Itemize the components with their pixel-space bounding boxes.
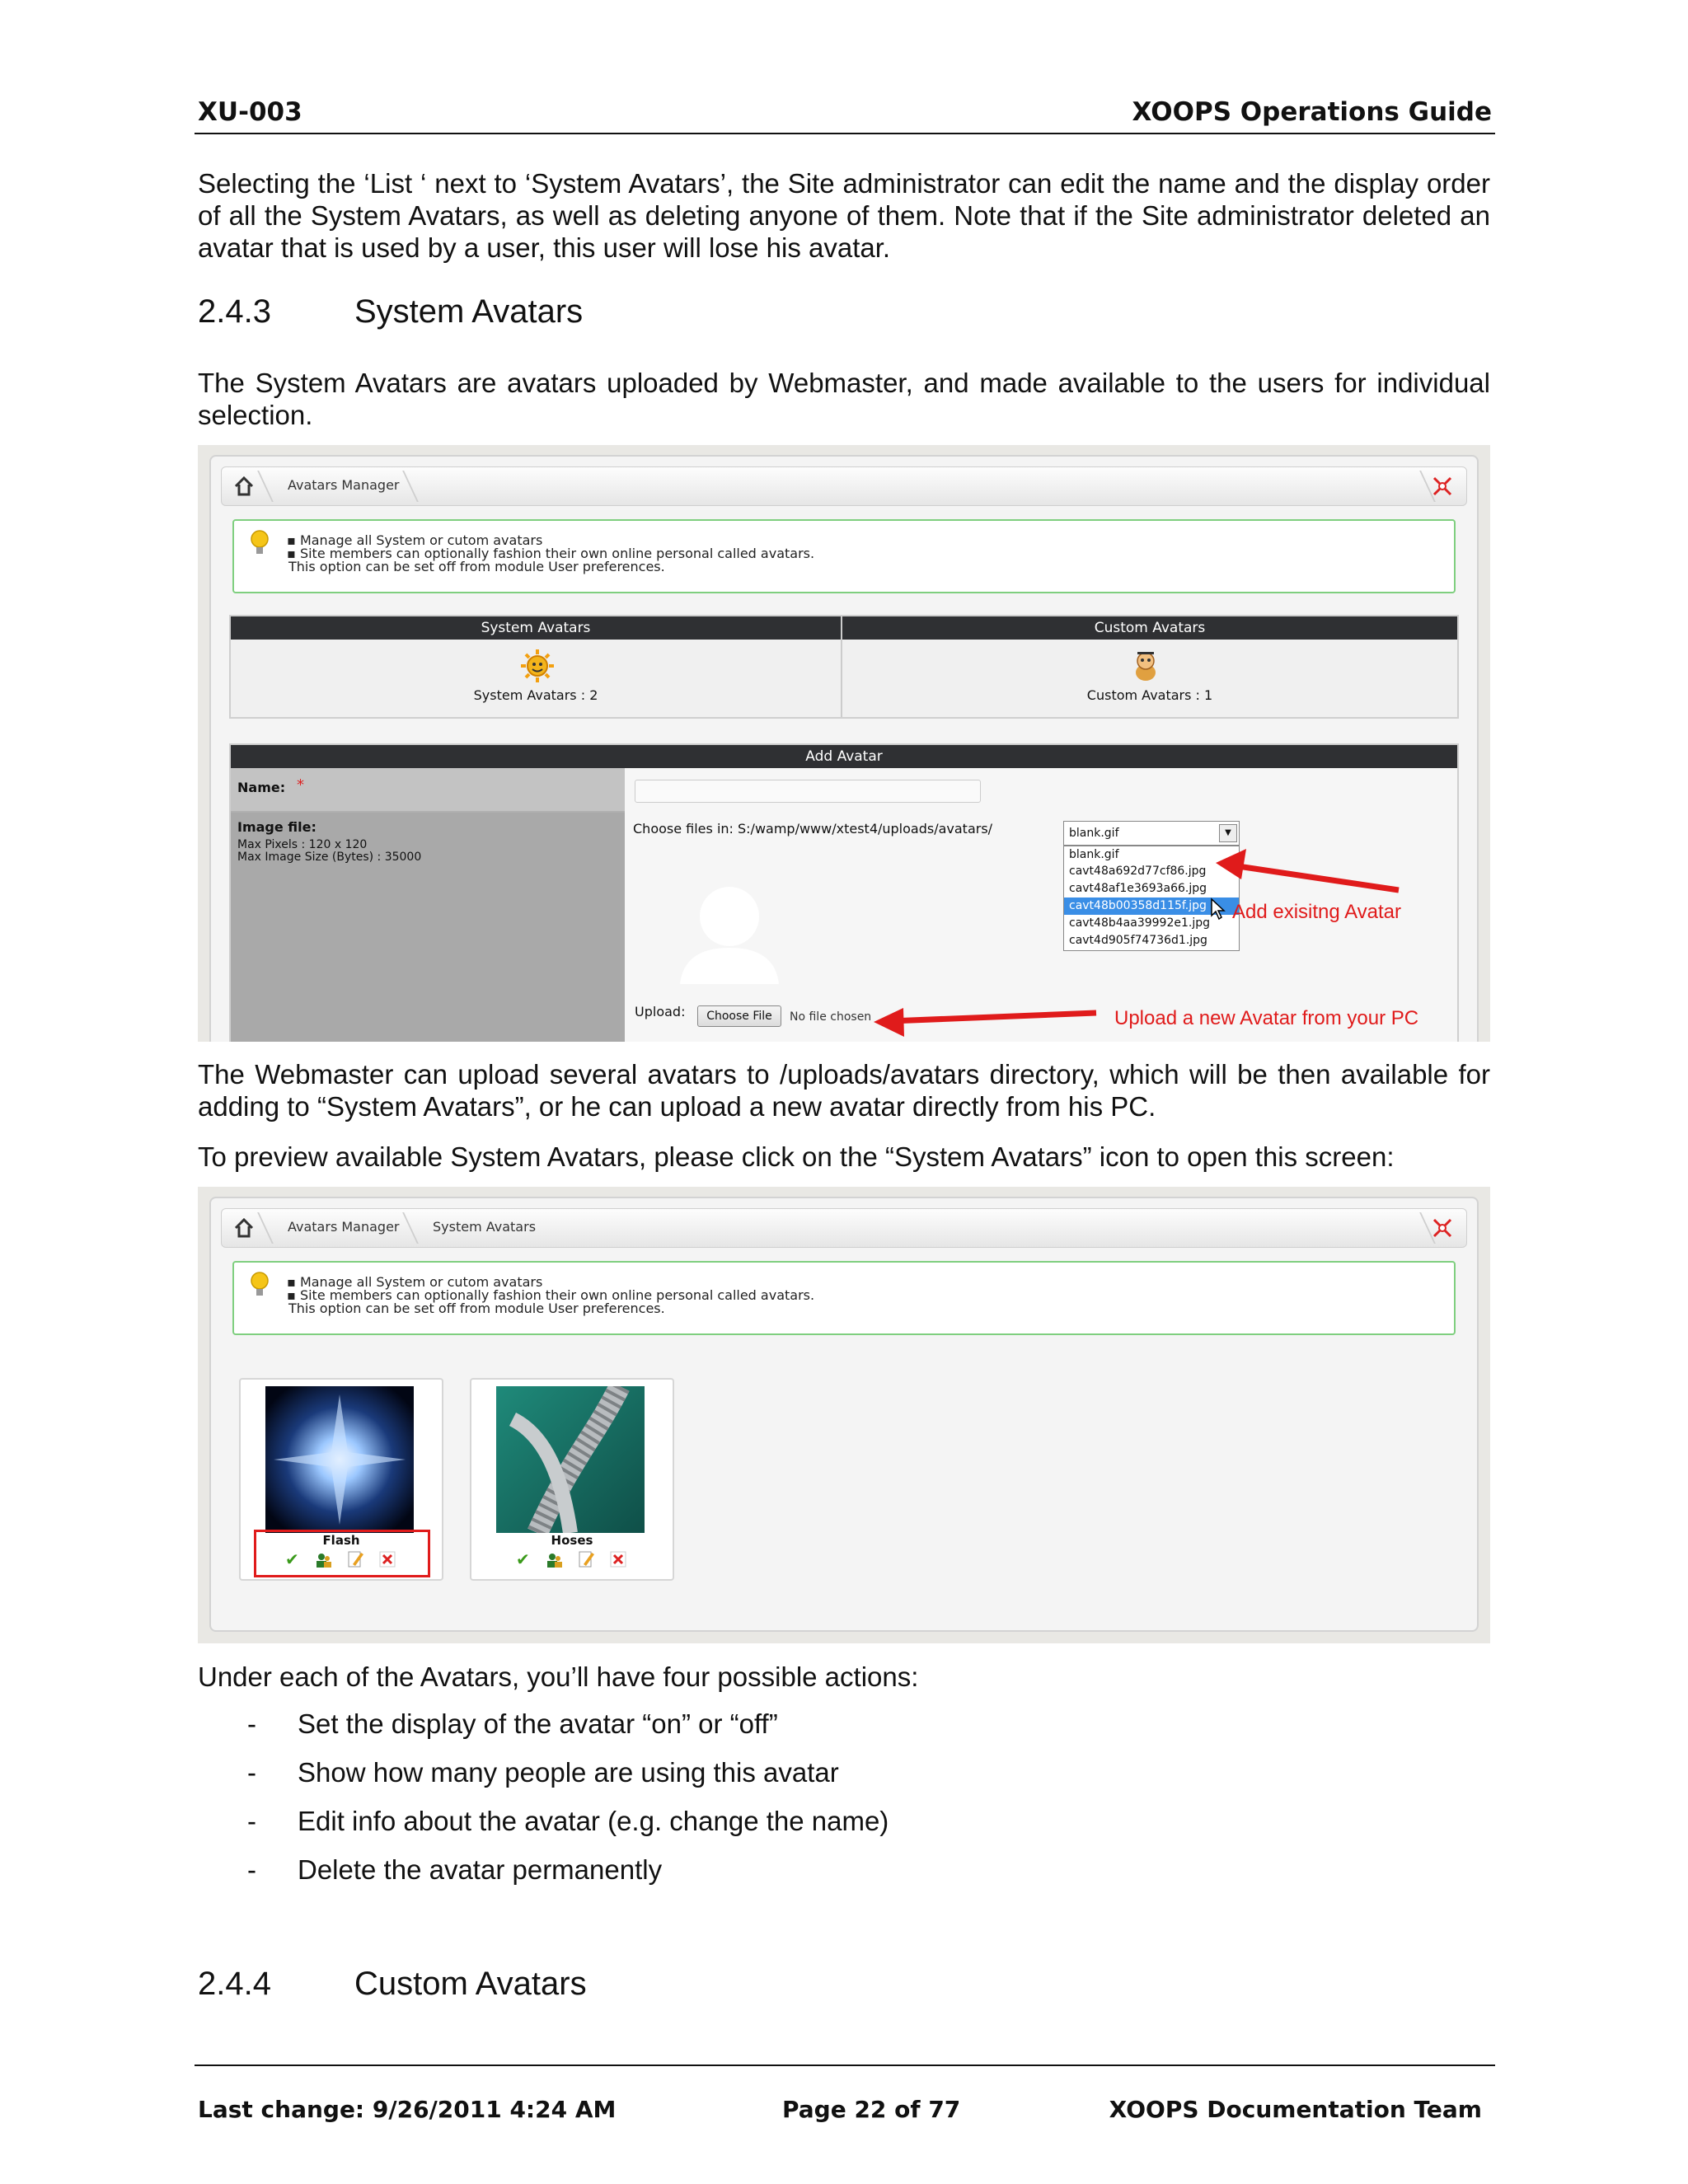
tip-line: ▪ Manage all System or cutom avatars: [287, 532, 543, 548]
intro-paragraph: Selecting the ‘List ‘ next to ‘System Avatars’, the Site administrator can edit the name and the display order of all the System Avatars, as well as deleting anyone of them. Note that if the Site administrator deleted an avatar that is used by a user, this user will lose his avatar.: [198, 168, 1490, 263]
doc-id: XU-003: [198, 97, 302, 127]
section-title: System Avatars: [354, 293, 584, 330]
users-icon[interactable]: [315, 1551, 333, 1569]
lightbulb-icon: [249, 1271, 270, 1299]
breadcrumb-separator: [402, 1212, 419, 1244]
section-heading-2-4-3: [198, 293, 583, 330]
tip-line: This option can be set off from module User preferences.: [288, 559, 665, 574]
avatar-card-flash[interactable]: [239, 1378, 443, 1581]
annotation-arrows: [198, 445, 1490, 1042]
choose-files-text: Choose files in: S:/wamp/www/xtest4/uploads/avatars/: [633, 821, 993, 837]
section-heading-2-4-4: [198, 1966, 587, 2003]
screenshot-add-avatar: [198, 445, 1490, 1042]
list-item[interactable]: cavt48a692d77cf86.jpg: [1069, 865, 1207, 878]
delete-icon[interactable]: [610, 1551, 626, 1568]
annotation-existing-avatar: Add exisitng Avatar: [1232, 901, 1402, 923]
footer-team: XOOPS Documentation Team: [1109, 2096, 1482, 2123]
delete-icon[interactable]: [379, 1551, 396, 1568]
actions-intro: Under each of the Avatars, you’ll have four possible actions:: [198, 1661, 919, 1692]
section-number: 2.4.3: [198, 293, 271, 330]
list-item[interactable]: cavt48af1e3693a66.jpg: [1069, 882, 1207, 895]
upload-label: Upload:: [635, 1004, 686, 1019]
name-label-cell: Name: *: [231, 768, 625, 813]
avatar-image-hoses: [496, 1386, 645, 1533]
upload-paragraph: The Webmaster can upload several avatars to /uploads/avatars directory, which will be then available for adding to “System Avatars”, or he can upload a new avatar directly from his PC.: [198, 1059, 1490, 1122]
doc-title: XOOPS Operations Guide: [1132, 97, 1492, 127]
close-icon[interactable]: [1430, 1216, 1455, 1240]
avatar-card-hoses[interactable]: [470, 1378, 674, 1581]
list-item[interactable]: blank.gif: [1069, 848, 1119, 861]
avatar-name: Hoses: [551, 1533, 593, 1548]
users-icon[interactable]: [546, 1551, 564, 1569]
section-number: 2.4.4: [198, 1966, 271, 2002]
breadcrumb-avatars-manager[interactable]: Avatars Manager: [288, 477, 400, 493]
annotation-upload-avatar: Upload a new Avatar from your PC: [1114, 1007, 1419, 1029]
add-avatar-title: Add Avatar: [231, 745, 1457, 768]
system-avatars-paragraph: The System Avatars are avatars uploaded by Webmaster, and made available to the users for individual selection.: [198, 368, 1490, 430]
col-custom-avatars: Custom Avatars: [842, 616, 1457, 640]
breadcrumb-separator: [257, 1212, 274, 1244]
list-item[interactable]: cavt4d905f74736d1.jpg: [1069, 934, 1207, 947]
avatar-name: Flash: [322, 1533, 360, 1548]
avatar-file-select[interactable]: blank.gif ▼: [1063, 821, 1240, 846]
actions-highlight-box: [254, 1530, 430, 1577]
section-title: Custom Avatars: [354, 1966, 587, 2002]
max-image-size: Max Image Size (Bytes) : 35000: [237, 851, 422, 864]
max-pixels: Max Pixels : 120 x 120: [237, 838, 368, 851]
preview-paragraph: To preview available System Avatars, please click on the “System Avatars” icon to open this screen:: [198, 1141, 1395, 1172]
check-icon[interactable]: ✔: [285, 1549, 299, 1569]
tip-line: ▪ Site members can optionally fashion their own online personal called avatars.: [287, 1287, 815, 1303]
header-rule: [195, 133, 1495, 134]
custom-avatars-count: Custom Avatars : 1: [1086, 687, 1213, 703]
system-avatars-panel: [209, 1197, 1479, 1632]
list-item[interactable]: cavt48b4aa39992e1.jpg: [1069, 916, 1210, 930]
choose-file-button[interactable]: Choose File: [697, 1005, 781, 1027]
footer-page-number: Page 22 of 77: [782, 2096, 961, 2123]
edit-icon[interactable]: [346, 1549, 364, 1569]
footer-last-change: Last change: 9/26/2011 4:24 AM: [198, 2096, 617, 2123]
tip-line: ▪ Site members can optionally fashion their own online personal called avatars.: [287, 546, 815, 561]
list-item-selected[interactable]: cavt48b00358d115f.jpg: [1064, 898, 1239, 915]
footer-rule: [195, 2064, 1495, 2066]
check-icon[interactable]: ✔: [516, 1549, 530, 1569]
breadcrumb-system-avatars[interactable]: System Avatars: [433, 1219, 537, 1235]
avatar-image-flash: [265, 1386, 414, 1533]
no-file-chosen-text: No file chosen: [790, 1010, 872, 1024]
screenshot-system-avatars: [198, 1187, 1490, 1643]
system-avatars-count: System Avatars : 2: [473, 687, 598, 703]
tip-line: ▪ Manage all System or cutom avatars: [287, 1274, 543, 1290]
home-icon[interactable]: [233, 1217, 255, 1239]
edit-icon[interactable]: [577, 1549, 595, 1569]
tips-box: [232, 1261, 1456, 1335]
chevron-down-icon[interactable]: ▼: [1219, 824, 1237, 842]
breadcrumb-avatars-manager[interactable]: Avatars Manager: [288, 1219, 400, 1235]
image-file-label: Image file:: [237, 819, 316, 835]
required-mark: *: [297, 776, 304, 794]
col-system-avatars: System Avatars: [231, 616, 841, 640]
tip-line: This option can be set off from module User preferences.: [288, 1301, 665, 1316]
breadcrumb-bar: [221, 1208, 1467, 1248]
